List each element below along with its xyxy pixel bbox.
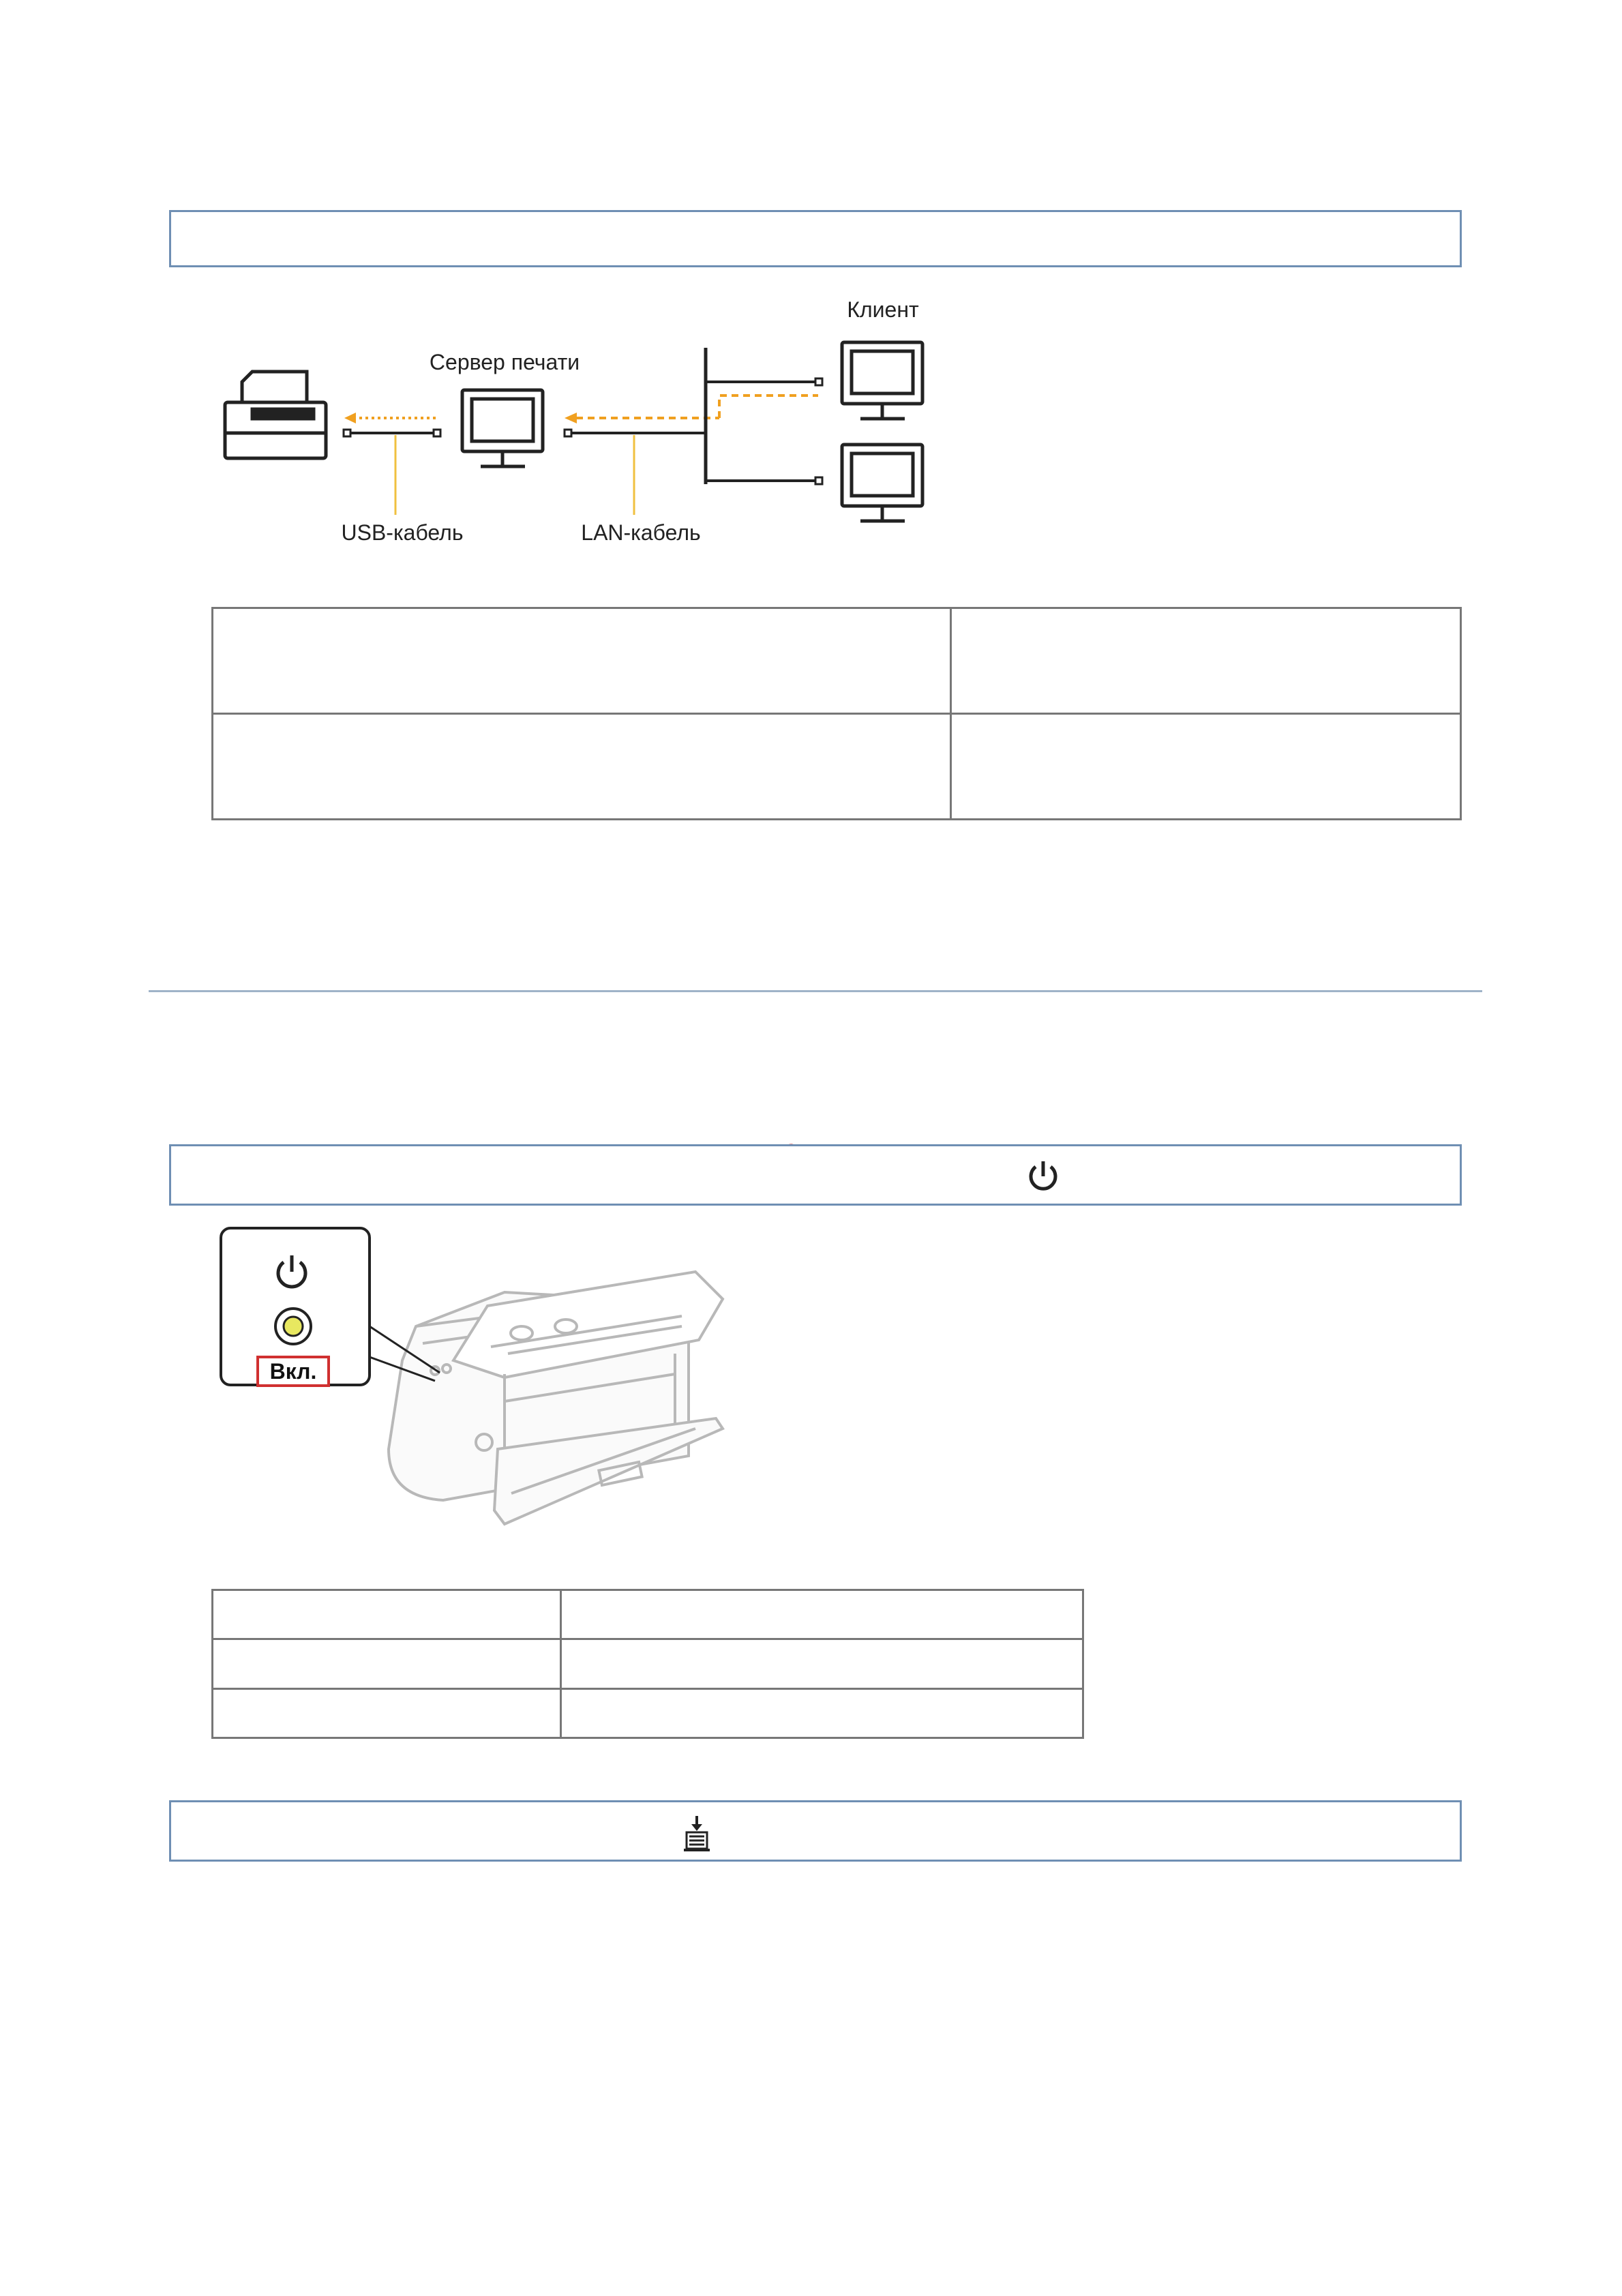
print-server-monitor-icon [462,390,543,466]
printer-icon [225,372,326,458]
section-header-box-3 [169,1800,1462,1862]
paper-tray-icon [680,1815,714,1853]
table-cell [213,1590,561,1639]
power-badge-label: Вкл. [269,1359,317,1384]
table-1 [211,607,1462,820]
indicator-light-icon [275,1309,311,1344]
client-label: Клиент [847,297,919,322]
table-cell [213,608,951,714]
table-cell [951,714,1461,820]
lan-cable [565,413,719,515]
power-icon [1025,1157,1062,1194]
printer-illustration [218,1224,736,1565]
table-cell [213,1688,561,1738]
table-row [213,1639,1083,1688]
table-cell [561,1590,1083,1639]
table-row [213,1688,1083,1738]
lan-cable-label: LAN-кабель [581,520,701,545]
section-divider [149,990,1482,992]
section-header-box-1 [169,210,1462,267]
usb-cable [344,413,440,515]
table-cell [213,1639,561,1688]
client-monitor-icon [842,445,922,521]
section-header-box-2 [169,1144,1462,1206]
print-server-label: Сервер печати [429,350,580,374]
table-row [213,714,1461,820]
table-row [213,1590,1083,1639]
table-row [213,608,1461,714]
client-monitor-icon [842,342,922,419]
table-cell [213,714,951,820]
table-cell [561,1688,1083,1738]
usb-cable-label: USB-кабель [341,520,464,545]
table-2 [211,1589,1084,1739]
network-diagram [205,286,989,559]
table-cell [561,1639,1083,1688]
table-cell [951,608,1461,714]
